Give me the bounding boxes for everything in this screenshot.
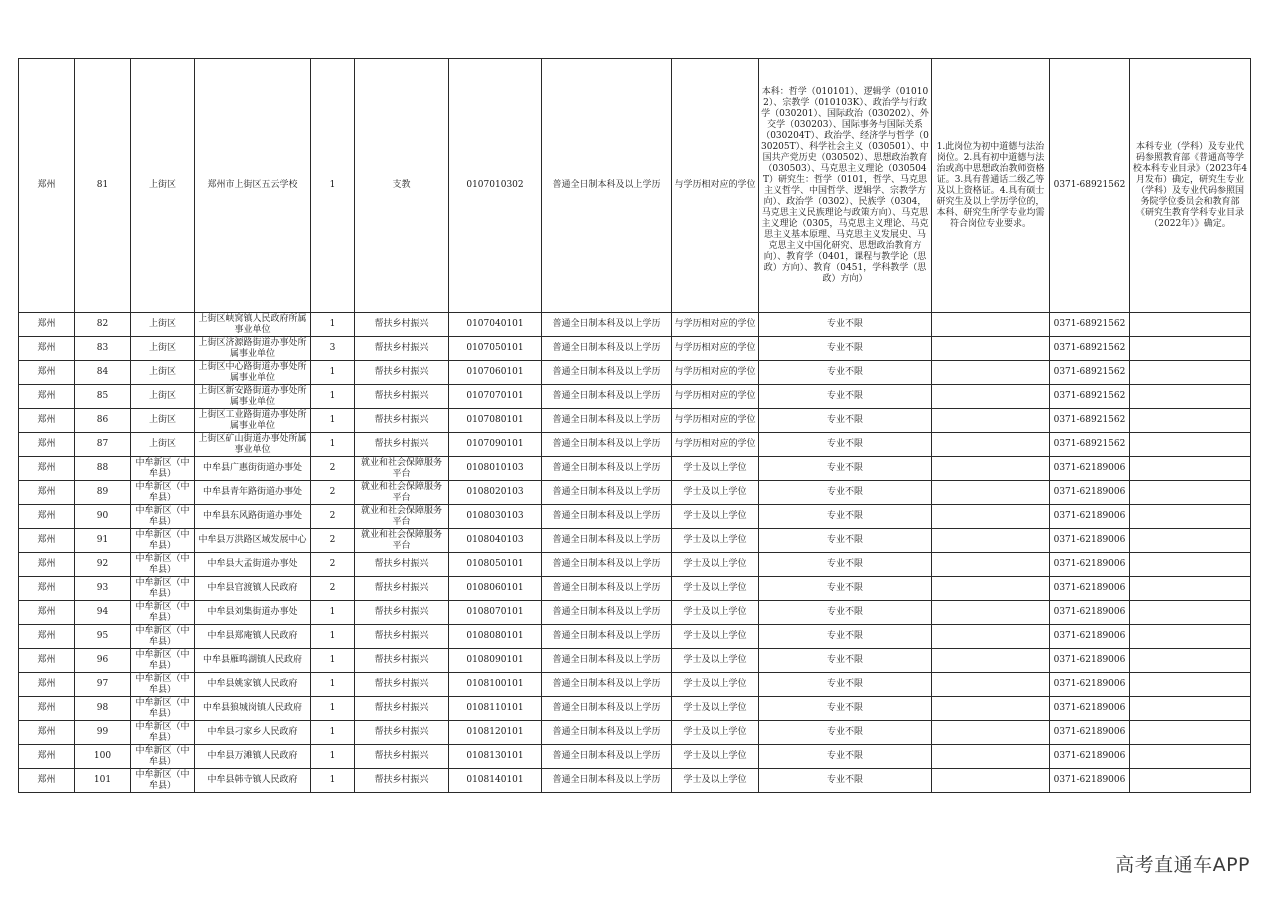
cell-education-requirement: 普通全日制本科及以上学历 [542,313,672,337]
cell-hiring-count: 1 [311,697,355,721]
cell-education-requirement: 普通全日制本科及以上学历 [542,673,672,697]
cell-employer-unit: 中牟县刁家乡人民政府 [195,721,311,745]
cell-contact-phone: 0371-62189006 [1050,673,1130,697]
cell-major-requirement: 专业不限 [759,529,932,553]
cell-hiring-count: 1 [311,313,355,337]
cell-remarks [1130,649,1251,673]
cell-degree-requirement: 学士及以上学位 [672,649,759,673]
cell-post-code: 0108040103 [449,529,542,553]
cell-district: 中牟新区（中牟县） [131,577,195,601]
cell-degree-requirement: 与学历相对应的学位 [672,313,759,337]
cell-post-code: 0108010103 [449,457,542,481]
cell-district: 中牟新区（中牟县） [131,601,195,625]
cell-serial-number: 94 [75,601,131,625]
cell-education-requirement: 普通全日制本科及以上学历 [542,577,672,601]
cell-degree-requirement: 学士及以上学位 [672,601,759,625]
cell-employer-unit: 中牟县狼城岗镇人民政府 [195,697,311,721]
cell-contact-phone: 0371-68921562 [1050,313,1130,337]
cell-other-conditions [932,505,1050,529]
table-row [19,313,1251,337]
cell-district: 上街区 [131,313,195,337]
cell-other-conditions: 1.此岗位为初中道德与法治岗位。2.具有初中道德与法治或高中思想政治教师资格证。3.具有普通话二级乙等及以上资格证。4.具有硕士研究生及以上学历学位的，本科、研究生所学专业均需符合岗位专业要求。 [932,59,1050,313]
cell-education-requirement: 普通全日制本科及以上学历 [542,697,672,721]
cell-employer-unit: 郑州市上街区五云学校 [195,59,311,313]
cell-degree-requirement: 与学历相对应的学位 [672,409,759,433]
cell-post-code: 0108140101 [449,769,542,793]
cell-post-type: 帮扶乡村振兴 [355,601,449,625]
cell-post-code: 0108020103 [449,481,542,505]
cell-hiring-count: 2 [311,457,355,481]
cell-serial-number: 88 [75,457,131,481]
cell-other-conditions [932,553,1050,577]
cell-contact-phone: 0371-62189006 [1050,529,1130,553]
cell-city: 郑州 [19,313,75,337]
cell-post-code: 0108070101 [449,601,542,625]
cell-city: 郑州 [19,337,75,361]
cell-hiring-count: 1 [311,769,355,793]
cell-contact-phone: 0371-62189006 [1050,505,1130,529]
cell-degree-requirement: 学士及以上学位 [672,481,759,505]
cell-other-conditions [932,649,1050,673]
cell-employer-unit: 上街区峡窝镇人民政府所属事业单位 [195,313,311,337]
cell-post-code: 0107070101 [449,385,542,409]
cell-degree-requirement: 学士及以上学位 [672,625,759,649]
cell-contact-phone: 0371-62189006 [1050,649,1130,673]
cell-post-code: 0107080101 [449,409,542,433]
cell-other-conditions [932,529,1050,553]
cell-district: 中牟新区（中牟县） [131,649,195,673]
cell-other-conditions [932,601,1050,625]
table-row [19,481,1251,505]
cell-hiring-count: 1 [311,433,355,457]
cell-contact-phone: 0371-62189006 [1050,481,1130,505]
cell-major-requirement: 专业不限 [759,409,932,433]
cell-remarks [1130,745,1251,769]
cell-employer-unit: 中牟县万洪路区域发展中心 [195,529,311,553]
cell-serial-number: 92 [75,553,131,577]
cell-city: 郑州 [19,553,75,577]
cell-remarks [1130,601,1251,625]
cell-city: 郑州 [19,361,75,385]
cell-other-conditions [932,337,1050,361]
cell-contact-phone: 0371-62189006 [1050,745,1130,769]
cell-post-type: 帮扶乡村振兴 [355,721,449,745]
cell-city: 郑州 [19,697,75,721]
cell-employer-unit: 中牟县雁鸣湖镇人民政府 [195,649,311,673]
cell-serial-number: 101 [75,769,131,793]
cell-post-type: 就业和社会保障服务平台 [355,457,449,481]
cell-post-code: 0107060101 [449,361,542,385]
table-row [19,745,1251,769]
cell-contact-phone: 0371-62189006 [1050,457,1130,481]
cell-post-type: 帮扶乡村振兴 [355,337,449,361]
table-row [19,529,1251,553]
cell-employer-unit: 中牟县刘集街道办事处 [195,601,311,625]
cell-post-type: 帮扶乡村振兴 [355,313,449,337]
cell-education-requirement: 普通全日制本科及以上学历 [542,529,672,553]
cell-hiring-count: 2 [311,505,355,529]
cell-major-requirement: 专业不限 [759,337,932,361]
cell-district: 上街区 [131,337,195,361]
cell-city: 郑州 [19,59,75,313]
cell-district: 中牟新区（中牟县） [131,769,195,793]
cell-district: 中牟新区（中牟县） [131,553,195,577]
cell-remarks [1130,361,1251,385]
cell-serial-number: 99 [75,721,131,745]
cell-serial-number: 86 [75,409,131,433]
cell-city: 郑州 [19,721,75,745]
cell-education-requirement: 普通全日制本科及以上学历 [542,649,672,673]
cell-contact-phone: 0371-62189006 [1050,625,1130,649]
cell-city: 郑州 [19,409,75,433]
table-row [19,553,1251,577]
cell-hiring-count: 2 [311,529,355,553]
cell-remarks [1130,625,1251,649]
cell-serial-number: 84 [75,361,131,385]
cell-post-code: 0108060101 [449,577,542,601]
cell-degree-requirement: 与学历相对应的学位 [672,433,759,457]
job-posting-table-sheet [18,58,1251,793]
cell-degree-requirement: 与学历相对应的学位 [672,337,759,361]
cell-post-code: 0107090101 [449,433,542,457]
cell-employer-unit: 中牟县青年路街道办事处 [195,481,311,505]
cell-district: 上街区 [131,59,195,313]
cell-city: 郑州 [19,769,75,793]
cell-other-conditions [932,745,1050,769]
cell-degree-requirement: 学士及以上学位 [672,553,759,577]
cell-serial-number: 96 [75,649,131,673]
cell-employer-unit: 上街区新安路街道办事处所属事业单位 [195,385,311,409]
cell-contact-phone: 0371-68921562 [1050,337,1130,361]
cell-district: 中牟新区（中牟县） [131,721,195,745]
cell-post-code: 0108030103 [449,505,542,529]
cell-district: 上街区 [131,409,195,433]
cell-post-code: 0108120101 [449,721,542,745]
cell-post-code: 0108080101 [449,625,542,649]
cell-remarks [1130,721,1251,745]
table-row [19,505,1251,529]
cell-degree-requirement: 学士及以上学位 [672,745,759,769]
cell-hiring-count: 2 [311,577,355,601]
cell-education-requirement: 普通全日制本科及以上学历 [542,505,672,529]
cell-major-requirement: 专业不限 [759,385,932,409]
cell-other-conditions [932,457,1050,481]
cell-serial-number: 91 [75,529,131,553]
cell-post-type: 就业和社会保障服务平台 [355,529,449,553]
cell-post-code: 0108110101 [449,697,542,721]
cell-hiring-count: 2 [311,481,355,505]
cell-other-conditions [932,385,1050,409]
cell-other-conditions [932,673,1050,697]
cell-city: 郑州 [19,673,75,697]
cell-education-requirement: 普通全日制本科及以上学历 [542,625,672,649]
cell-other-conditions [932,313,1050,337]
cell-remarks [1130,673,1251,697]
cell-major-requirement: 本科：哲学（010101）、逻辑学（010102）、宗教学（010103K）、政治学与行政学（030201）、国际政治（030202）、外交学（030203）、国际事务与国际关系（030204T）、政治学、经济学与哲学（030205T）、科学社会主义（030501）、中国共产党历史（030502）、思想政治教育（030503）、马克思主义理论（030504T）研究生：哲学（0101，哲学、马克思主义哲学、中国哲学、逻辑学、宗教学方向）、政治学（0302）、民族学（0304，马克思主义民族理论与政策方向）、马克思主义理论（0305，马克思主义理论、马克思主义基本原理、马克思主义发展史、马克思主义中国化研究、思想政治教育方向）、教育学（0401，课程与教学论（思政）方向）、教育（0451，学科教学（思政）方向） [759,59,932,313]
cell-major-requirement: 专业不限 [759,505,932,529]
table-row [19,457,1251,481]
cell-employer-unit: 中牟县东风路街道办事处 [195,505,311,529]
cell-post-code: 0107010302 [449,59,542,313]
cell-major-requirement: 专业不限 [759,457,932,481]
cell-major-requirement: 专业不限 [759,649,932,673]
table-row [19,769,1251,793]
table-row [19,697,1251,721]
cell-education-requirement: 普通全日制本科及以上学历 [542,745,672,769]
cell-degree-requirement: 学士及以上学位 [672,457,759,481]
cell-serial-number: 90 [75,505,131,529]
cell-contact-phone: 0371-68921562 [1050,361,1130,385]
cell-post-type: 帮扶乡村振兴 [355,625,449,649]
cell-contact-phone: 0371-62189006 [1050,553,1130,577]
cell-serial-number: 83 [75,337,131,361]
cell-post-type: 帮扶乡村振兴 [355,385,449,409]
cell-remarks [1130,505,1251,529]
cell-post-type: 帮扶乡村振兴 [355,361,449,385]
cell-serial-number: 100 [75,745,131,769]
cell-district: 上街区 [131,385,195,409]
cell-post-type: 帮扶乡村振兴 [355,577,449,601]
cell-other-conditions [932,625,1050,649]
cell-remarks [1130,433,1251,457]
cell-hiring-count: 1 [311,385,355,409]
cell-other-conditions [932,697,1050,721]
cell-degree-requirement: 学士及以上学位 [672,505,759,529]
table-row [19,649,1251,673]
cell-city: 郑州 [19,481,75,505]
cell-contact-phone: 0371-68921562 [1050,59,1130,313]
cell-education-requirement: 普通全日制本科及以上学历 [542,337,672,361]
cell-remarks: 本科专业（学科）及专业代码参照教育部《普通高等学校本科专业目录》（2023年4月发布）确定，研究生专业（学科）及专业代码参照国务院学位委员会和教育部《研究生教育学科专业目录（2022年）》确定。 [1130,59,1251,313]
cell-education-requirement: 普通全日制本科及以上学历 [542,601,672,625]
cell-contact-phone: 0371-62189006 [1050,769,1130,793]
cell-other-conditions [932,361,1050,385]
cell-post-type: 帮扶乡村振兴 [355,409,449,433]
cell-major-requirement: 专业不限 [759,625,932,649]
cell-education-requirement: 普通全日制本科及以上学历 [542,409,672,433]
cell-post-code: 0107040101 [449,313,542,337]
cell-post-type: 帮扶乡村振兴 [355,553,449,577]
table-row [19,721,1251,745]
cell-district: 中牟新区（中牟县） [131,697,195,721]
cell-district: 中牟新区（中牟县） [131,505,195,529]
cell-remarks [1130,697,1251,721]
cell-education-requirement: 普通全日制本科及以上学历 [542,553,672,577]
cell-degree-requirement: 学士及以上学位 [672,529,759,553]
table-row [19,625,1251,649]
cell-post-type: 帮扶乡村振兴 [355,769,449,793]
cell-employer-unit: 中牟县郑庵镇人民政府 [195,625,311,649]
cell-degree-requirement: 与学历相对应的学位 [672,385,759,409]
table-row [19,433,1251,457]
cell-post-type: 就业和社会保障服务平台 [355,505,449,529]
cell-serial-number: 87 [75,433,131,457]
cell-education-requirement: 普通全日制本科及以上学历 [542,769,672,793]
cell-serial-number: 95 [75,625,131,649]
cell-major-requirement: 专业不限 [759,673,932,697]
cell-post-type: 支教 [355,59,449,313]
cell-major-requirement: 专业不限 [759,745,932,769]
table-row [19,59,1251,313]
cell-major-requirement: 专业不限 [759,721,932,745]
cell-city: 郑州 [19,385,75,409]
cell-employer-unit: 中牟县韩寺镇人民政府 [195,769,311,793]
cell-employer-unit: 中牟县姚家镇人民政府 [195,673,311,697]
cell-hiring-count: 1 [311,625,355,649]
cell-contact-phone: 0371-68921562 [1050,385,1130,409]
cell-education-requirement: 普通全日制本科及以上学历 [542,457,672,481]
cell-city: 郑州 [19,601,75,625]
cell-remarks [1130,313,1251,337]
cell-education-requirement: 普通全日制本科及以上学历 [542,59,672,313]
cell-serial-number: 85 [75,385,131,409]
cell-hiring-count: 1 [311,361,355,385]
cell-city: 郑州 [19,457,75,481]
cell-major-requirement: 专业不限 [759,313,932,337]
cell-post-type: 帮扶乡村振兴 [355,673,449,697]
table-row [19,385,1251,409]
cell-post-type: 帮扶乡村振兴 [355,745,449,769]
cell-remarks [1130,577,1251,601]
cell-hiring-count: 1 [311,601,355,625]
cell-hiring-count: 1 [311,745,355,769]
cell-post-type: 帮扶乡村振兴 [355,649,449,673]
table-row [19,601,1251,625]
cell-post-code: 0108100101 [449,673,542,697]
table-row [19,337,1251,361]
cell-degree-requirement: 学士及以上学位 [672,769,759,793]
cell-contact-phone: 0371-62189006 [1050,697,1130,721]
cell-education-requirement: 普通全日制本科及以上学历 [542,721,672,745]
cell-city: 郑州 [19,745,75,769]
cell-district: 中牟新区（中牟县） [131,457,195,481]
cell-major-requirement: 专业不限 [759,697,932,721]
cell-serial-number: 89 [75,481,131,505]
cell-employer-unit: 中牟县万滩镇人民政府 [195,745,311,769]
cell-remarks [1130,457,1251,481]
cell-other-conditions [932,577,1050,601]
cell-major-requirement: 专业不限 [759,361,932,385]
cell-district: 中牟新区（中牟县） [131,481,195,505]
cell-hiring-count: 1 [311,721,355,745]
cell-degree-requirement: 学士及以上学位 [672,577,759,601]
cell-post-type: 帮扶乡村振兴 [355,433,449,457]
cell-hiring-count: 3 [311,337,355,361]
cell-hiring-count: 1 [311,673,355,697]
table-row [19,409,1251,433]
job-posting-table [18,58,1251,793]
cell-education-requirement: 普通全日制本科及以上学历 [542,481,672,505]
cell-other-conditions [932,481,1050,505]
watermark-logo-text: 高考直通车APP [1115,854,1250,876]
cell-district: 中牟新区（中牟县） [131,673,195,697]
cell-employer-unit: 上街区济源路街道办事处所属事业单位 [195,337,311,361]
cell-remarks [1130,481,1251,505]
cell-district: 中牟新区（中牟县） [131,625,195,649]
cell-employer-unit: 上街区工业路街道办事处所属事业单位 [195,409,311,433]
cell-degree-requirement: 学士及以上学位 [672,673,759,697]
cell-other-conditions [932,721,1050,745]
cell-serial-number: 82 [75,313,131,337]
table-row [19,361,1251,385]
cell-city: 郑州 [19,529,75,553]
cell-post-code: 0107050101 [449,337,542,361]
cell-contact-phone: 0371-62189006 [1050,721,1130,745]
cell-city: 郑州 [19,625,75,649]
cell-education-requirement: 普通全日制本科及以上学历 [542,361,672,385]
cell-employer-unit: 中牟县大孟街道办事处 [195,553,311,577]
table-body [19,59,1251,793]
cell-post-type: 帮扶乡村振兴 [355,697,449,721]
cell-other-conditions [932,433,1050,457]
cell-employer-unit: 中牟县官渡镇人民政府 [195,577,311,601]
cell-city: 郑州 [19,433,75,457]
cell-major-requirement: 专业不限 [759,553,932,577]
cell-district: 上街区 [131,361,195,385]
cell-other-conditions [932,409,1050,433]
cell-hiring-count: 1 [311,59,355,313]
cell-post-code: 0108130101 [449,745,542,769]
cell-serial-number: 93 [75,577,131,601]
cell-remarks [1130,769,1251,793]
cell-remarks [1130,529,1251,553]
cell-contact-phone: 0371-62189006 [1050,601,1130,625]
cell-remarks [1130,385,1251,409]
cell-major-requirement: 专业不限 [759,481,932,505]
cell-serial-number: 97 [75,673,131,697]
cell-employer-unit: 中牟县广惠街街道办事处 [195,457,311,481]
cell-district: 中牟新区（中牟县） [131,529,195,553]
cell-degree-requirement: 学士及以上学位 [672,721,759,745]
cell-degree-requirement: 学士及以上学位 [672,697,759,721]
table-row [19,673,1251,697]
cell-employer-unit: 上街区矿山街道办事处所属事业单位 [195,433,311,457]
cell-education-requirement: 普通全日制本科及以上学历 [542,433,672,457]
cell-major-requirement: 专业不限 [759,769,932,793]
cell-contact-phone: 0371-62189006 [1050,577,1130,601]
cell-serial-number: 98 [75,697,131,721]
cell-post-code: 0108090101 [449,649,542,673]
cell-hiring-count: 2 [311,553,355,577]
cell-district: 上街区 [131,433,195,457]
cell-contact-phone: 0371-68921562 [1050,409,1130,433]
cell-city: 郑州 [19,577,75,601]
cell-hiring-count: 1 [311,649,355,673]
cell-employer-unit: 上街区中心路街道办事处所属事业单位 [195,361,311,385]
cell-hiring-count: 1 [311,409,355,433]
cell-remarks [1130,409,1251,433]
cell-serial-number: 81 [75,59,131,313]
cell-other-conditions [932,769,1050,793]
cell-remarks [1130,337,1251,361]
cell-city: 郑州 [19,649,75,673]
cell-degree-requirement: 与学历相对应的学位 [672,59,759,313]
cell-city: 郑州 [19,505,75,529]
table-row [19,577,1251,601]
cell-remarks [1130,553,1251,577]
cell-post-type: 就业和社会保障服务平台 [355,481,449,505]
cell-major-requirement: 专业不限 [759,577,932,601]
cell-post-code: 0108050101 [449,553,542,577]
cell-district: 中牟新区（中牟县） [131,745,195,769]
cell-contact-phone: 0371-68921562 [1050,433,1130,457]
cell-education-requirement: 普通全日制本科及以上学历 [542,385,672,409]
cell-degree-requirement: 与学历相对应的学位 [672,361,759,385]
cell-major-requirement: 专业不限 [759,433,932,457]
cell-major-requirement: 专业不限 [759,601,932,625]
